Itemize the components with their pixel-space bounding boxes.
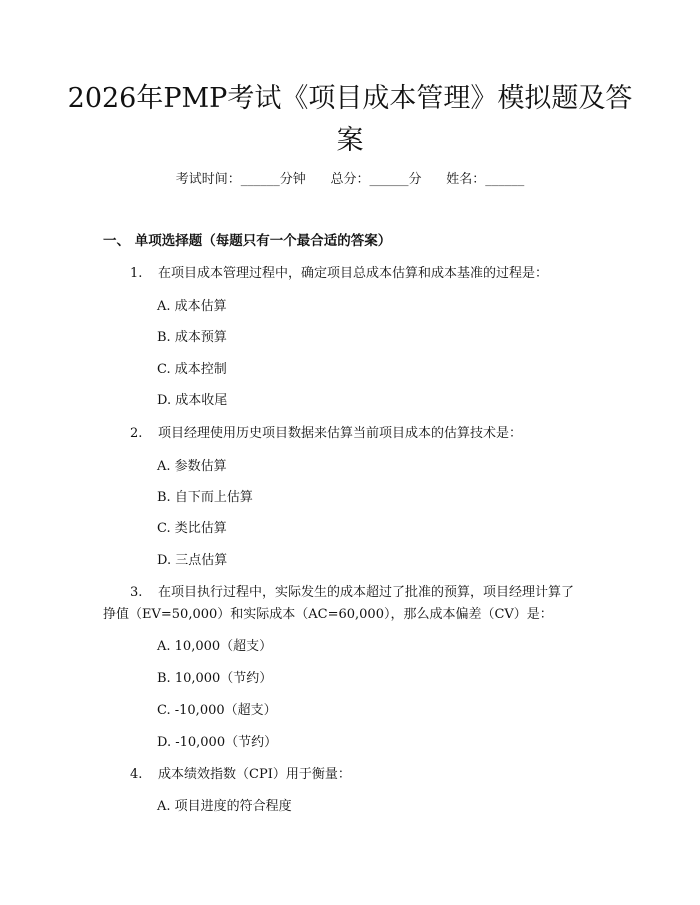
document-title: 2026年PMP考试《项目成本管理》模拟题及答案 — [67, 83, 633, 156]
question-text-line1: 在项目执行过程中，实际发生的成本超过了批准的预算，项目经理计算了 — [158, 585, 575, 600]
option-3b: B. 10,000（节约） — [157, 671, 273, 686]
question-text: 项目经理使用历史项目数据来估算当前项目成本的估算技术是： — [158, 426, 523, 441]
question-number: 3. — [130, 585, 143, 600]
question-3 — [130, 581, 574, 600]
option-2a: A. 参数估算 — [157, 459, 227, 474]
question-number: 1. — [130, 266, 143, 281]
question-number: 4. — [130, 767, 143, 782]
section-heading: 一、 单项选择题（每题只有一个最合适的答案） — [103, 233, 392, 249]
option-1d: D. 成本收尾 — [157, 393, 228, 408]
option-2b: B. 自下而上估算 — [157, 490, 253, 505]
option-1c: C. 成本控制 — [157, 362, 227, 377]
question-3-continuation: 挣值（EV=50,000）和实际成本（AC=60,000），那么成本偏差（CV）是： — [103, 607, 553, 622]
option-1a: A. 成本估算 — [157, 299, 227, 314]
option-4a: A. 项目进度的符合程度 — [157, 799, 292, 814]
question-2 — [130, 422, 522, 441]
option-3d: D. -10,000（节约） — [157, 735, 278, 750]
option-3a: A. 10,000（超支） — [157, 639, 273, 654]
question-1 — [130, 262, 548, 281]
option-1b: B. 成本预算 — [157, 330, 227, 345]
question-text: 成本绩效指数（CPI）用于衡量： — [158, 767, 351, 782]
option-2d: D. 三点估算 — [157, 553, 228, 568]
question-4 — [130, 763, 351, 782]
option-3c: C. -10,000（超支） — [157, 703, 277, 718]
option-2c: C. 类比估算 — [157, 521, 227, 536]
question-number: 2. — [130, 426, 143, 441]
question-text: 在项目成本管理过程中，确定项目总成本估算和成本基准的过程是： — [158, 266, 549, 281]
exam-info-line: 考试时间：______分钟 总分：______分 姓名：______ — [175, 172, 525, 187]
